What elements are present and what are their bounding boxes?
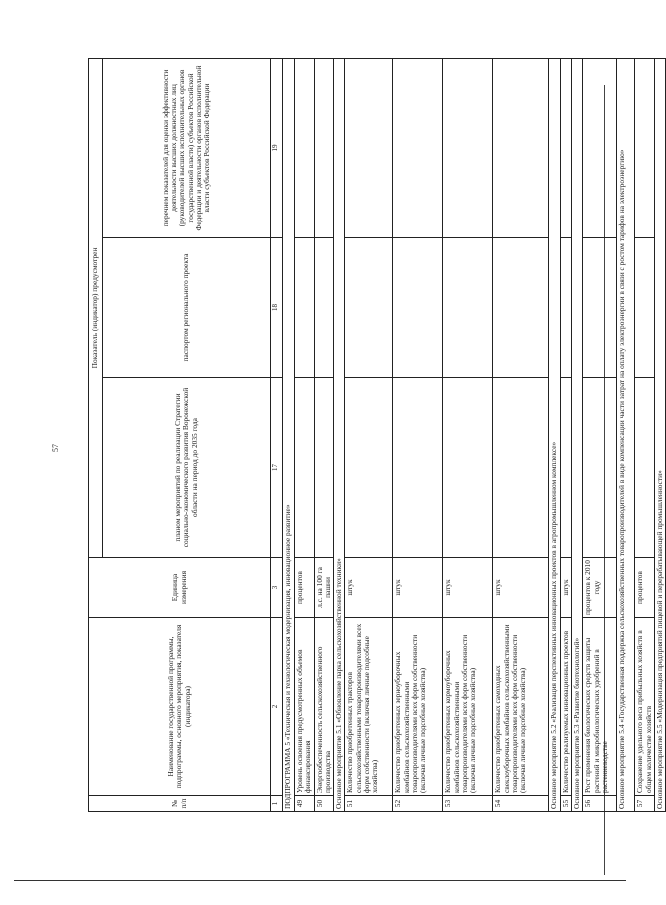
empty-cell [583,238,617,378]
row-num: 50 [314,796,334,812]
row-name: Количество приобретенных кормоуборочных комбайнов сельскохозяйственными товаропроизводителями всех форм собственности (включая личные подсобные хозяйства) [443,618,493,796]
page-number: 57 [51,444,60,452]
measure-title: Основное мероприятие 5.4 «Государственная поддержка сельскохозяйственных товаропроизводителей в виде компенсации части затрат на оплату электроэнергии в связи с ростом тарифов на электроэнергию» [617,58,635,811]
col-num: 17 [271,378,283,558]
indicators-table [88,58,666,812]
empty-cell [583,378,617,558]
empty-cell [493,238,549,378]
col-num: 19 [271,58,283,237]
empty-cell [443,238,493,378]
row-name: Количество приобретенных зерноуборочных комбайнов сельскохозяйственными товаропроизводителями всех форм собственности (включая личные подсобные хозяйства) [393,618,443,796]
measure-title: Основное мероприятие 5.5 «Модернизация предприятий пищевой и перерабатывающей промышленности» [654,58,665,811]
row-name: Количество приобретенных самоходных свеклоуборочных комбайнов сельскохозяйственными товаропроизводителями всех форм собственности (включая личные подсобные хозяйства) [493,618,549,796]
header-name: Наименование государственной программы, подпрограммы, основного мероприятия, показателя (индикатора) [89,618,271,796]
row-name: Уровень освоения предусмотренных объемов финансирования [295,618,315,796]
measure-title: Основное мероприятие 5.3 «Развитие биотехнологий» [571,58,582,811]
section-row [549,58,560,811]
section-row [334,58,345,811]
row-unit: штук [393,558,443,618]
table-row [560,58,571,811]
empty-cell [393,58,443,237]
section-row [283,58,295,811]
empty-cell [295,378,315,558]
empty-cell [295,238,315,378]
col-num: 3 [271,558,283,618]
header-group: Показатель (индикатор) предусмотрен [89,58,103,557]
empty-cell [314,238,334,378]
row-name: Количество реализуемых инновационных проектов [560,618,571,796]
row-name: Количество приобретенных тракторов сельскохозяйственными товаропроизводителями всех форм собственности (включая личные подсобные хозяйства) [345,618,393,796]
row-name: Рост применения биологических средств защиты растений и микробиологических удобрений в растениеводстве [583,618,617,796]
empty-cell [560,58,571,237]
section-row [571,58,582,811]
empty-cell [635,378,655,558]
empty-cell [393,238,443,378]
row-unit: л.с. на 100 га пашни [314,558,334,618]
row-unit: штук [443,558,493,618]
measure-title: Основное мероприятие 5.1 «Обновление парка сельскохозяйственной техники» [334,58,345,811]
empty-cell [635,58,655,237]
row-name: Энергообеспеченность сельскохозяйственного производства [314,618,334,796]
row-num: 57 [635,796,655,812]
header-plan: планом мероприятий по реализации Стратегии социально-экономического развития Воронежской области на период до 2035 года [103,378,271,558]
header-unit: Единица измерения [89,558,271,618]
table-row [583,58,617,811]
row-unit: процентов [295,558,315,618]
empty-cell [443,58,493,237]
row-num: 55 [560,796,571,812]
row-unit: штук [345,558,393,618]
rotated-table-wrapper [88,59,664,812]
row-unit: штук [560,558,571,618]
section-row [617,58,635,811]
empty-cell [493,58,549,237]
subprogram-title: ПОДПРОГРАММА 5 «Техническая и технологическая модернизация, инновационное развитие» [283,58,295,811]
table-row [345,58,393,811]
row-unit: процентов [635,558,655,618]
table-row [635,58,655,811]
empty-cell [295,58,315,237]
empty-cell [345,58,393,237]
section-row [654,58,665,811]
empty-cell [583,58,617,237]
empty-cell [443,378,493,558]
table-row [493,58,549,811]
row-unit: процентов к 2010 году [583,558,617,618]
empty-cell [393,378,443,558]
empty-cell [345,238,393,378]
empty-cell [314,378,334,558]
column-numbers-row [271,58,283,811]
header-list: перечнем показателей для оценки эффективности деятельности высших должностных лиц (руководителей высших исполнительных органов государственной власти) субъектов Российской Федерации и деятельности органов исполнительной власти субъектов Российской Федерации [103,58,271,237]
header-passport: паспортом регионального проекта [103,238,271,378]
col-num: 1 [271,796,283,812]
empty-cell [635,238,655,378]
col-num: 18 [271,238,283,378]
row-num: 54 [493,796,549,812]
empty-cell [345,378,393,558]
empty-cell [493,378,549,558]
col-num: 2 [271,618,283,796]
row-num: 51 [345,796,393,812]
table-row [314,58,334,811]
row-num: 53 [443,796,493,812]
table-row [393,58,443,811]
row-name: Сохранение удельного веса прибыльных хозяйств в общем количестве хозяйств [635,618,655,796]
row-num: 52 [393,796,443,812]
row-unit: штук [493,558,549,618]
header-row-1 [89,58,103,811]
empty-cell [560,238,571,378]
row-num: 56 [583,796,617,812]
measure-title: Основное мероприятие 5.2 «Реализация перспективных инновационных проектов в агропромышленном комплексе» [549,58,560,811]
empty-cell [314,58,334,237]
bottom-rule [14,880,626,881]
table-row [443,58,493,811]
header-num: № п/п [89,796,271,812]
row-num: 49 [295,796,315,812]
empty-cell [560,378,571,558]
table-row [295,58,315,811]
